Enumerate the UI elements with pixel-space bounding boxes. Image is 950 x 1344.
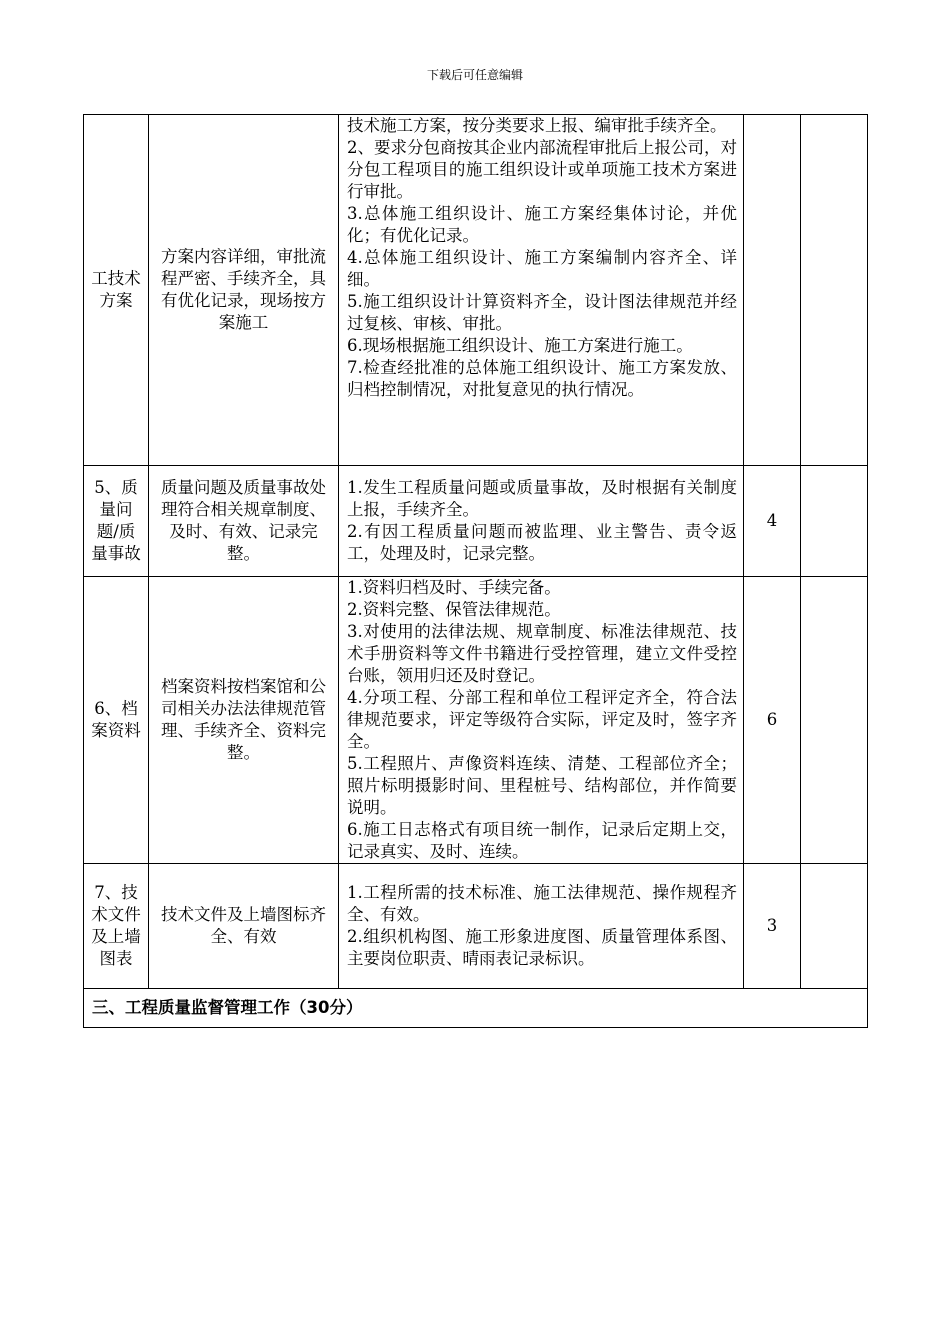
- detail-line: 5.工程照片、声像资料连续、清楚、工程部位齐全；照片标明摄影时间、里程桩号、结构部位，并作简要说明。: [347, 754, 737, 817]
- detail-line: 1.工程所需的技术标准、施工法律规范、操作规程齐全、有效。: [347, 883, 737, 924]
- detail-line: 5.施工组织设计计算资料齐全，设计图法律规范并经过复核、审核、审批。: [347, 292, 737, 333]
- detail-line: 1.资料归档及时、手续完备。: [347, 578, 561, 597]
- score-cell: 3: [744, 864, 801, 989]
- standard-cell: 档案资料按档案馆和公司相关办法法律规范管理、手续齐全、资料完整。: [149, 577, 339, 864]
- remark-cell: [801, 466, 868, 577]
- section-title: 三、工程质量监督管理工作（30分）: [84, 989, 868, 1028]
- detail-cell: [339, 466, 744, 577]
- remark-cell: [801, 577, 868, 864]
- page-header-note: 下载后可任意编辑: [426, 68, 523, 82]
- detail-line: 4.总体施工组织设计、施工方案编制内容齐全、详细。: [347, 248, 737, 289]
- detail-line: 1.发生工程质量问题或质量事故，及时根据有关制度上报，手续齐全。: [347, 478, 737, 519]
- item-cell: 6、档案资料: [84, 577, 149, 864]
- item-cell: 5、质量问题/质量事故: [84, 466, 149, 577]
- section-row: [84, 989, 868, 1028]
- table-row: [84, 864, 868, 989]
- table-row: [84, 577, 868, 864]
- score-cell: 4: [744, 466, 801, 577]
- evaluation-table: [83, 114, 868, 1028]
- detail-line: 2.组织机构图、施工形象进度图、质量管理体系图、主要岗位职责、晴雨表记录标识。: [347, 927, 737, 968]
- remark-cell: [801, 864, 868, 989]
- detail-line: 7.检查经批准的总体施工组织设计、施工方案发放、归档控制情况，对批复意见的执行情况。: [347, 358, 737, 399]
- table-row: [84, 115, 868, 466]
- detail-line: 3.对使用的法律法规、规章制度、标准法律规范、技术手册资料等文件书籍进行受控管理，建立文件受控台账，领用归还及时登记。: [347, 622, 737, 685]
- standard-cell: 质量问题及质量事故处理符合相关规章制度、及时、有效、记录完整。: [149, 466, 339, 577]
- detail-line: 2、要求分包商按其企业内部流程审批后上报公司，对分包工程项目的施工组织设计或单项施工技术方案进行审批。: [347, 138, 737, 201]
- detail-cell: [339, 864, 744, 989]
- detail-line: 技术施工方案，按分类要求上报、编审批手续齐全。: [347, 116, 727, 135]
- detail-line: 6.施工日志格式有项目统一制作，记录后定期上交，记录真实、及时、连续。: [347, 820, 737, 861]
- item-cell: 7、技术文件及上墙图表: [84, 864, 149, 989]
- standard-cell: 技术文件及上墙图标齐全、有效: [149, 864, 339, 989]
- detail-line: 4.分项工程、分部工程和单位工程评定齐全，符合法律规范要求，评定等级符合实际，评定及时，签字齐全。: [347, 688, 737, 751]
- remark-cell: [801, 115, 868, 466]
- table-row: [84, 466, 868, 577]
- detail-line: 2.有因工程质量问题而被监理、业主警告、责令返工，处理及时，记录完整。: [347, 522, 737, 563]
- detail-line: 2.资料完整、保管法律规范。: [347, 600, 561, 619]
- detail-cell: [339, 577, 744, 864]
- item-cell: 工技术方案: [84, 115, 149, 466]
- detail-line: 6.现场根据施工组织设计、施工方案进行施工。: [347, 336, 693, 355]
- standard-cell: 方案内容详细，审批流程严密、手续齐全，具有优化记录，现场按方案施工: [149, 115, 339, 466]
- score-cell: [744, 115, 801, 466]
- score-cell: 6: [744, 577, 801, 864]
- detail-line: 3.总体施工组织设计、施工方案经集体讨论，并优化；有优化记录。: [347, 204, 737, 245]
- detail-cell: [339, 115, 744, 466]
